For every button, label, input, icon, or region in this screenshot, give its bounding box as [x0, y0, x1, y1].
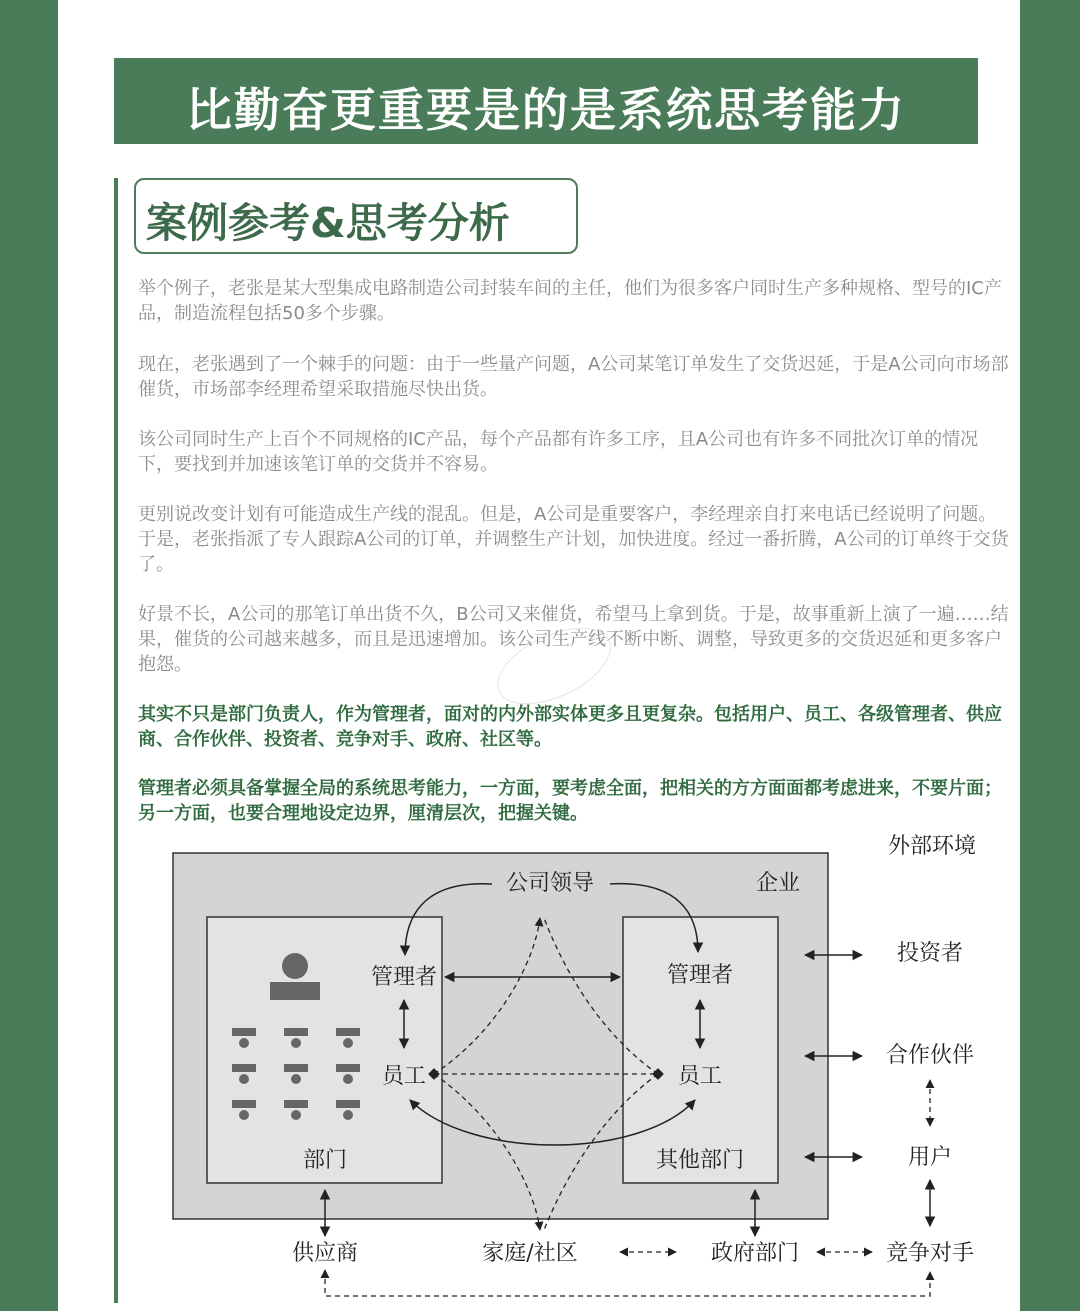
- paragraph-3: 该公司同时生产上百个不同规格的IC产品，每个产品都有许多工序，且A公司也有许多不同批次订单的情况下，要找到并加速该笔订单的交货并不容易。: [138, 429, 979, 475]
- highlight-1: 其实不只是部门负责人，作为管理者，面对的内外部实体更多且更复杂。包括用户、员工、各级管理者、供应商、合作伙伴、投资者、竞争对手、政府、社区等。: [138, 704, 1002, 750]
- department-label: 部门: [302, 1148, 348, 1173]
- family-community-label: 家庭/社区: [482, 1241, 578, 1266]
- paragraph-4: 更别说改变计划有可能造成生产线的混乱。但是，A公司是重要客户，李经理亲自打来电话已经说明了问题。于是，老张指派了专人跟踪A公司的订单，并调整生产计划，加快进度。经过一番折腾，A公司的订单终于交货了。: [138, 504, 1009, 575]
- supplier-label: 供应商: [291, 1241, 359, 1266]
- other-departments-label: 其他部门: [655, 1148, 745, 1173]
- enterprise-label: 企业: [755, 871, 801, 896]
- paragraph-1: 举个例子，老张是某大型集成电路制造公司封装车间的主任，他们为很多客户同时生产多种规格、型号的IC产品，制造流程包括50多个步骤。: [138, 278, 1002, 324]
- manager-right-label: 管理者: [666, 963, 734, 988]
- employee-left-label: 员工: [381, 1064, 427, 1089]
- other-departments-box: [623, 917, 778, 1183]
- organization-system-diagram: [0, 830, 1080, 1311]
- paragraph-5: 好景不长，A公司的那笔订单出货不久，B公司又来催货，希望马上拿到货。于是，故事重新上演了一遍……结果，催货的公司越来越多，而且是迅速增加。该公司生产线不断中断、调整，导致更多的交货迟延和更多客户抱怨。: [138, 604, 1009, 675]
- external-env-label: 外部环境: [887, 834, 977, 859]
- competitor-label: 竞争对手: [885, 1241, 975, 1266]
- section-heading: 案例参考&思考分析: [146, 199, 510, 247]
- investor-label: 投资者: [896, 941, 964, 966]
- paragraph-2: 现在，老张遇到了一个棘手的问题：由于一些量产问题，A公司某笔订单发生了交货迟延，于是A公司向市场部催货，市场部李经理希望采取措施尽快出货。: [138, 354, 1009, 400]
- manager-left-label: 管理者: [370, 965, 438, 990]
- partner-label: 合作伙伴: [885, 1043, 975, 1068]
- title-banner: [114, 58, 978, 144]
- highlight-2: 管理者必须具备掌握全局的系统思考能力，一方面，要考虑全面，把相关的方方面面都考虑进来，不要片面；另一方面，也要合理地设定边界，厘清层次，把握关键。: [138, 778, 1002, 824]
- department-box: [207, 917, 442, 1183]
- section-heading-box: [134, 178, 578, 254]
- company-leader-label: 公司领导: [505, 871, 595, 896]
- employee-right-label: 员工: [677, 1064, 723, 1089]
- page-title: 比勤奋更重要是的是系统思考能力: [186, 83, 906, 137]
- government-label: 政府部门: [710, 1241, 800, 1266]
- user-label: 用户: [907, 1145, 953, 1170]
